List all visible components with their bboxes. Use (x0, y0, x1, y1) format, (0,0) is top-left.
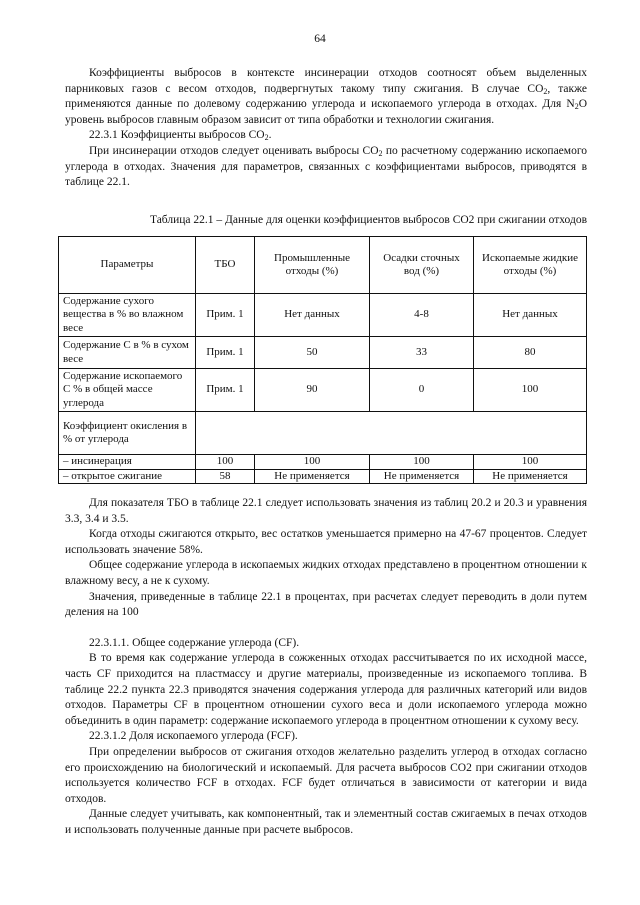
table-cell: 33 (370, 337, 474, 369)
table-cell: Прим. 1 (196, 294, 255, 337)
table-cell: Нет данных (474, 294, 587, 337)
table-cell: Содержание ископаемого С % в общей массе углерода (59, 369, 196, 412)
table-row (59, 455, 587, 470)
table-cell: 0 (370, 369, 474, 412)
body-paragraph: Когда отходы сжигаются открыто, вес остатков уменьшается примерно на 47-67 процентов. Следует использовать значение 58%. (65, 528, 587, 556)
table-cell: 100 (255, 455, 370, 470)
intro-section (65, 66, 587, 191)
table-cell: 80 (474, 337, 587, 369)
table-cell: Коэффициент окисления в % от углерода (59, 412, 196, 455)
emission-factors-table (58, 236, 587, 484)
section-heading-fcf: 22.3.1.2 Доля ископаемого углерода (FCF). (89, 730, 298, 743)
body-paragraph: Для показателя ТБО в таблице 22.1 следует использовать значения из таблиц 20.2 и 20.3 и уравнения 3.3, 3.4 и 3.5. (65, 497, 587, 525)
table-cell: Содержание сухого вещества в % во влажном весе (59, 294, 196, 337)
table-cell: Не применяется (255, 469, 370, 484)
intro-paragraph-2: При инсинерации отходов следует оценивать выбросы $CO_2$ по расчетному содержанию ископаемого углерода в отходах. Значения для параметров, связанных с коэффициентами выбросов, приводятся в таблице 22.1. (65, 144, 587, 189)
header-cell: Ископаемые жидкие отходы (%) (474, 237, 587, 294)
section-heading-cf: 22.3.1.1. Общее содержание углерода (CF). (89, 636, 300, 649)
table-cell: 100 (370, 455, 474, 470)
table-cell: Нет данных (255, 294, 370, 337)
table-row (59, 294, 587, 337)
table-row (59, 369, 587, 412)
header-cell: ТБО (196, 237, 255, 294)
table-cell: Не применяется (474, 469, 587, 484)
section-heading-co2: 22.3.1 Коэффициенты выбросов $CO_2$. (89, 129, 272, 143)
table-cell: 58 (196, 469, 255, 484)
table-cell: 4-8 (370, 294, 474, 337)
table-row (59, 469, 587, 484)
header-cell: Параметры (59, 237, 196, 294)
table-cell: 90 (255, 369, 370, 412)
table-cell: Прим. 1 (196, 337, 255, 369)
table-cell-empty (196, 412, 587, 455)
body-paragraph: Данные следует учитывать, как компонентный, так и элементный состав сжигаемых в печах отходов и использовать полученные данные при расчете выбросов. (65, 808, 587, 836)
body-paragraph: Общее содержание углерода в ископаемых жидких отходах представлено в процентном отношении к влажному весу, а не к сухому. (65, 559, 587, 587)
body-paragraph: В то время как содержание углерода в сожженных отходах рассчитывается по их исходной массе, часть CF приходится на пластмассу и другие материалы, произведенные из ископаемого топлива. В таблице 22.2 пункта 22.3 приводятся значения содержания углерода для различных категорий или видов отходов. Параметры CF в процентном отношении сухого веса и доли ископаемого углерода можно объединить в один параметр: содержание ископаемого углерода в процентном отношении к сухому весу. (65, 652, 587, 727)
table-cell: 100 (474, 369, 587, 412)
table-cell: 100 (474, 455, 587, 470)
body-paragraph: При определении выбросов от сжигания отходов желательно разделить углерод в отходах согласно его происхождению на биологический и ископаемый. Для расчета выбросов CO2 при сжигании отходов используется количество FCF в отходах. FCF будет отличаться в зависимости от категории и вида отходов. (65, 745, 587, 805)
table-cell: 50 (255, 337, 370, 369)
table-header-row (59, 237, 587, 294)
table-cell: – открытое сжигание (59, 469, 196, 484)
body-paragraph: Значения, приведенные в таблице 22.1 в процентах, при расчетах следует переводить в доли путем деления на 100 (65, 590, 587, 619)
table-cell: Не применяется (370, 469, 474, 484)
table-cell: – инсинерация (59, 455, 196, 470)
table-row (59, 412, 587, 455)
table-cell: 100 (196, 455, 255, 470)
header-cell: Осадки сточных вод (%) (370, 237, 474, 294)
table-cell: Содержание С в % в сухом весе (59, 337, 196, 369)
table-row (59, 337, 587, 369)
table-caption: Таблица 22.1 – Данные для оценки коэффициентов выбросов CO2 при сжигании отходов (149, 214, 587, 226)
table-cell: Прим. 1 (196, 369, 255, 412)
body-section (65, 496, 587, 838)
intro-paragraph: Коэффициенты выбросов в контексте инсинерации отходов соотносят объем выделенных парниковых газов с весом отходов, подвергнутых такому типу сжигания. В случае $CO_2$, также применяются данные по долевому содержанию углерода и ископаемого углерода в отходах. Для $N_2O$ уровень выбросов главным образом зависит от типа обработки и технологии сжигания. (65, 67, 587, 126)
header-cell: Промышленные отходы (%) (255, 237, 370, 294)
page-number: 64 (314, 33, 326, 45)
